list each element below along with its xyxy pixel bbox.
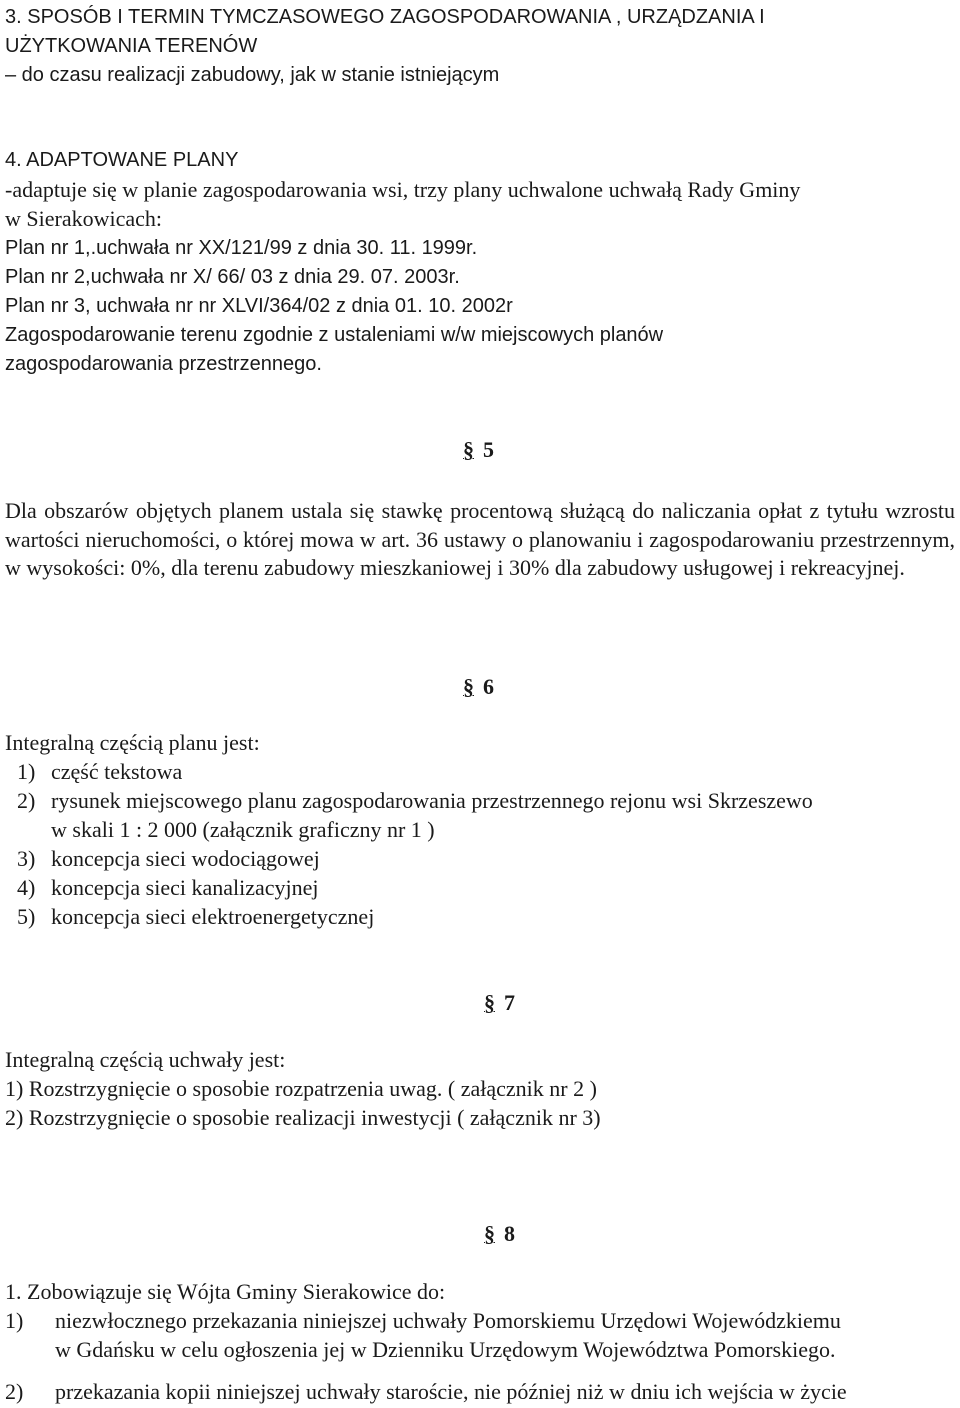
section-sign-icon: § [484, 1221, 495, 1246]
section-3-heading-line-1: 3. SPOSÓB I TERMIN TYMCZASOWEGO ZAGOSPODAROWANIA , URZĄDZANIA I [5, 6, 765, 28]
section-sign-icon: § [463, 674, 474, 699]
paragraph-7-intro: Integralną częścią uchwały jest: [5, 1047, 286, 1072]
list-item-continuation: w skali 1 : 2 000 (załącznik graficzny nr 1 ) [51, 817, 435, 842]
list-item: 4) koncepcja sieci kanalizacyjnej [17, 875, 319, 900]
list-item: 3) koncepcja sieci wodociągowej [17, 846, 320, 871]
section-sign-icon: § [484, 990, 495, 1015]
paragraph-number: 6 [483, 674, 494, 699]
section-4-line-1: -adaptuje się w planie zagospodarowania wsi, trzy plany uchwalone uchwałą Rady Gminy [5, 177, 801, 202]
paragraph-number: 8 [504, 1221, 515, 1246]
paragraph-6-mark [463, 674, 494, 700]
list-item: 5) koncepcja sieci elektroenergetycznej [17, 904, 375, 929]
section-4-zagospodarowanie-line-1: Zagospodarowanie terenu zgodnie z ustaleniami w/w miejscowych planów [5, 324, 664, 346]
section-4-line-2: w Sierakowicach: [5, 206, 162, 231]
plan-1: Plan nr 1,.uchwała nr XX/121/99 z dnia 30. 11. 1999r. [5, 237, 478, 259]
paragraph-8-mark [484, 1221, 515, 1247]
list-item: 2) Rozstrzygnięcie o sposobie realizacji inwestycji ( załącznik nr 3) [5, 1105, 601, 1130]
list-item: 1) część tekstowa [17, 759, 183, 784]
list-item: 1) niezwłocznego przekazania niniejszej uchwały Pomorskiemu Urzędowi Wojewódzkiemu [5, 1308, 841, 1333]
paragraph-7-mark [484, 990, 515, 1016]
paragraph-number: 7 [504, 990, 515, 1015]
section-3-line-3: – do czasu realizacji zabudowy, jak w stanie istniejącym [5, 64, 500, 86]
section-4-zagospodarowanie-line-2: zagospodarowania przestrzennego. [5, 353, 322, 375]
paragraph-number: 5 [483, 437, 494, 462]
section-3-heading-line-2: UŻYTKOWANIA TERENÓW [5, 35, 258, 57]
list-item-continuation: w Gdańsku w celu ogłoszenia jej w Dzienniku Urzędowym Województwa Pomorskiego. [55, 1337, 836, 1362]
plan-2: Plan nr 2,uchwała nr X/ 66/ 03 z dnia 29. 07. 2003r. [5, 266, 460, 288]
paragraph-5-text: Dla obszarów objętych planem ustala się stawkę procentową służącą do naliczania opłat z tytułu wzrostu wartości nieruchomości, o której mowa w art. 36 ustawy o planowaniu i zagospodarowaniu przestrzennym, w wysokości: 0%, dla terenu zabudowy mieszkaniowej i 30% dla zabudowy usługowej i rekreacyjnej. [5, 498, 955, 580]
plan-3: Plan nr 3, uchwała nr nr XLVI/364/02 z dnia 01. 10. 2002r [5, 295, 513, 317]
paragraph-6-intro: Integralną częścią planu jest: [5, 730, 260, 755]
section-4-heading: 4. ADAPTOWANE PLANY [5, 149, 239, 171]
paragraph-5-mark [463, 437, 494, 463]
paragraph-8-intro: 1. Zobowiązuje się Wójta Gminy Sierakowice do: [5, 1279, 446, 1304]
section-sign-icon: § [463, 437, 474, 462]
list-item: 1) Rozstrzygnięcie o sposobie rozpatrzenia uwag. ( załącznik nr 2 ) [5, 1076, 597, 1101]
list-item: 2) przekazania kopii niniejszej uchwały staroście, nie później niż w dniu ich wejścia w życie [5, 1379, 847, 1404]
list-item: 2) rysunek miejscowego planu zagospodarowania przestrzennego rejonu wsi Skrzeszewo [17, 788, 813, 813]
